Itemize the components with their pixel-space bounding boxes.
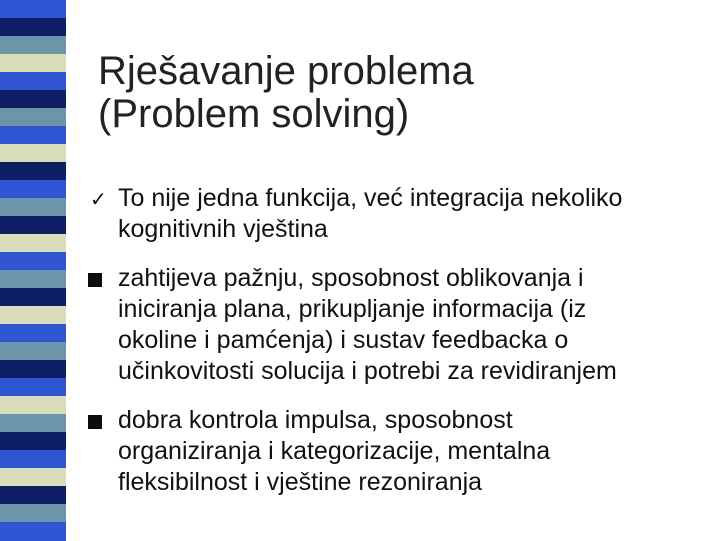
bullet-item [88,405,698,498]
stripe-block [0,324,66,343]
bullet-text-line: fleksibilnost i vještine rezoniranja [118,468,483,496]
bullet-text-line: učinkovitosti solucija i potrebi za revidiranjem [118,357,617,385]
stripe-block [0,144,66,163]
bullet-item [88,263,698,387]
stripe-block [0,108,66,127]
bullet-text-line: kognitivnih vještina [118,215,328,243]
stripe-block [0,270,66,289]
stripe-block [0,18,66,37]
stripe-block [0,126,66,145]
stripe-block [0,162,66,181]
stripe-block [0,288,66,307]
stripe-block [0,198,66,217]
checkmark-bullet-icon: ✓ [90,187,107,211]
stripe-block [0,504,66,523]
bullet-text-line: organiziranja i kategorizacije, mentalna [118,437,551,465]
slide-title [98,50,698,136]
title-line: (Problem solving) [98,92,410,136]
stripe-block [0,486,66,505]
bullet-text-line: iniciranja plana, prikupljanje informacija (iz [118,295,587,323]
bullet-text-line: To nije jedna funkcija, već integracija nekoliko [118,184,623,212]
stripe-block [0,252,66,271]
stripe-block [0,432,66,451]
stripe-block [0,450,66,469]
stripe-block [0,468,66,487]
stripe-block [0,0,66,19]
square-bullet-icon [88,415,102,429]
stripe-block [0,36,66,55]
stripe-block [0,378,66,397]
decorative-color-stripe [0,0,66,540]
bullet-text-line: zahtijeva pažnju, sposobnost oblikovanja i [118,264,584,292]
bullet-text-line: okoline i pamćenja) i sustav feedbacka o [118,326,569,354]
stripe-block [0,396,66,415]
bullet-list [88,183,698,498]
stripe-block [0,90,66,109]
stripe-block [0,180,66,199]
stripe-block [0,216,66,235]
title-line: Rješavanje problema [98,49,474,93]
stripe-block [0,54,66,73]
stripe-block [0,234,66,253]
bullet-item [88,183,698,245]
stripe-block [0,342,66,361]
stripe-block [0,360,66,379]
bullet-text-line: dobra kontrola impulsa, sposobnost [118,406,513,434]
stripe-block [0,414,66,433]
square-bullet-icon [88,273,102,287]
stripe-block [0,306,66,325]
stripe-block [0,72,66,91]
stripe-block [0,522,66,541]
